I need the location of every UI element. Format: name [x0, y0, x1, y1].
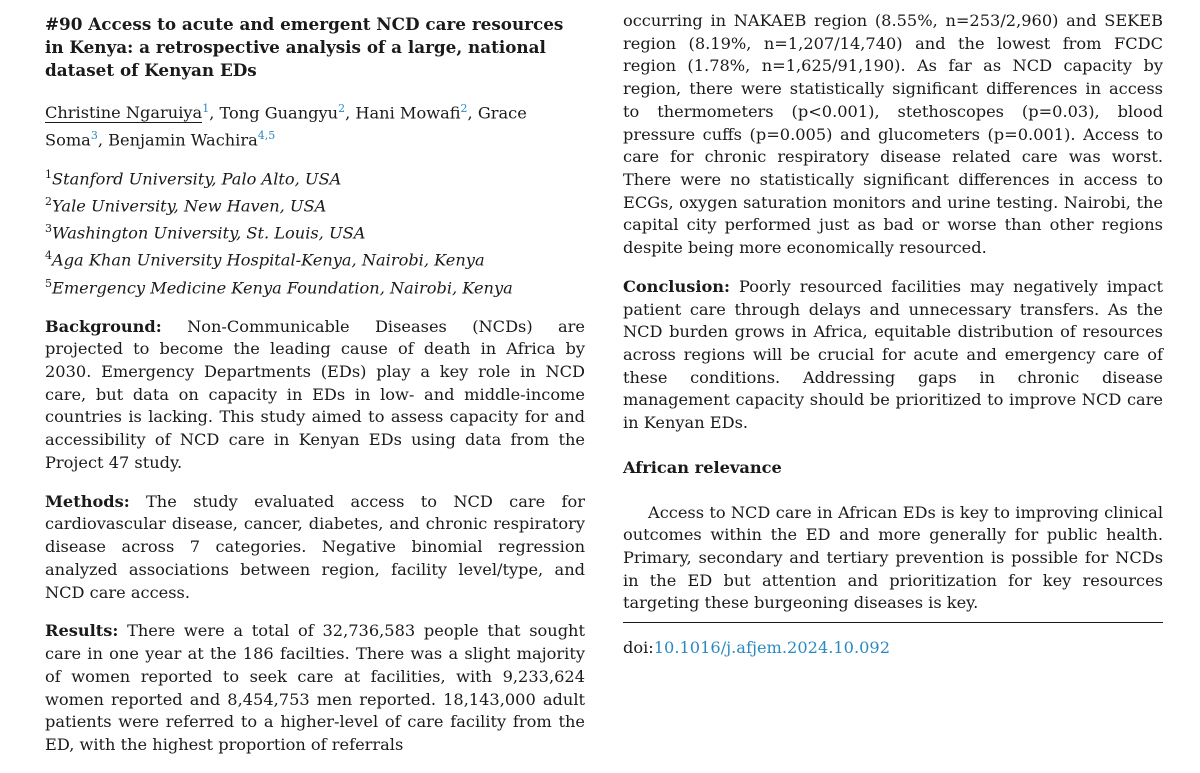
- doi-link[interactable]: 10.1016/j.afjem.2024.10.092: [653, 638, 891, 658]
- affiliation-number: 2: [45, 195, 52, 209]
- affiliation-text: Emergency Medicine Kenya Foundation, Nairobi, Kenya: [52, 277, 513, 297]
- background-paragraph: [45, 316, 585, 475]
- affiliation-list: [45, 164, 585, 299]
- doi-prefix: doi:: [623, 638, 654, 658]
- author-name-link[interactable]: Christine Ngaruiya: [45, 103, 203, 123]
- author-separator: ,: [467, 103, 478, 123]
- conclusion-text: Poorly resourced facilities may negatively impact patient care through delays and unnecessary transfers. As the NCD burden grows in Africa, equitable distribution of resources across regions will be crucial for acute and emergency care of these conditions. Addressing gaps in chronic disease management capacity should be prioritized to improve NCD care in Kenyan EDs.: [623, 276, 1163, 433]
- right-column: [623, 10, 1163, 660]
- results-paragraph: [45, 620, 585, 756]
- affiliation-item: [45, 245, 585, 272]
- affiliation-ref[interactable]: 1: [202, 102, 210, 115]
- affiliation-ref[interactable]: 2: [338, 102, 346, 115]
- affiliation-number: 4: [45, 249, 52, 263]
- affiliation-item: [45, 273, 585, 300]
- affiliation-text: Aga Khan University Hospital-Kenya, Nairobi, Kenya: [52, 250, 485, 270]
- conclusion-label: Conclusion:: [623, 276, 731, 296]
- results-text: There were a total of 32,736,583 people that sought care in one year at the 186 facilties. There was a slight majority of women reported to seek care at facilities, with 9,233,624 women reported and 8,454,753 men reported. 18,143,000 adult patients were referred to a higher-level of care facility from the ED, with the highest proportion of referrals: [45, 621, 585, 754]
- affiliation-number: 5: [45, 276, 52, 290]
- abstract: [45, 316, 585, 757]
- methods-label: Methods:: [45, 491, 130, 511]
- affiliation-item: [45, 218, 585, 245]
- affiliation-ref[interactable]: 3: [90, 129, 98, 143]
- left-column: [45, 10, 585, 773]
- affiliation-text: Stanford University, Palo Alto, USA: [52, 169, 342, 189]
- doi-line: [623, 637, 1163, 660]
- affiliation-ref[interactable]: 2: [460, 102, 468, 115]
- author-separator: ,: [209, 103, 220, 123]
- affiliation-item: [45, 164, 585, 191]
- author-list: [45, 98, 585, 152]
- affiliation-number: 1: [45, 168, 52, 182]
- affiliation-item: [45, 191, 585, 218]
- author-name: Benjamin Wachira: [108, 130, 258, 150]
- results-continued: occurring in NAKAEB region (8.55%, n=253/2,960) and SEKEB region (8.19%, n=1,207/14,740) and the lowest from FCDC region (1.78%, n=1,625/91,190). As far as NCD capacity by region, there were statistically significant differences in access to thermometers (p<0.001), stethoscopes (p=0.03), blood pressure cuffs (p=0.005) and glucometers (p=0.001). Access to care for chronic respiratory disease related care was worst. There were no statistically significant differences in access to ECGs, oxygen saturation monitors and urine testing. Nairobi, the capital city performed just as bad or worse than other regions despite being more economically resourced.: [623, 11, 1163, 258]
- footer-divider: [623, 622, 1163, 623]
- conclusion-paragraph: [623, 276, 1163, 435]
- african-relevance-heading: African relevance: [623, 457, 782, 477]
- background-text: Non-Communicable Diseases (NCDs) are projected to become the leading cause of death in Africa by 2030. Emergency Departments (EDs) play a key role in NCD care, but data on capacity in EDs in low- and middle-income countries is lacking. This study aimed to assess capacity for and accessibility of NCD care in Kenyan EDs using data from the Project 47 study.: [45, 316, 585, 472]
- african-relevance-text: Access to NCD care in African EDs is key to improving clinical outcomes within the ED and more generally for public health. Primary, secondary and tertiary prevention is possible for NCDs in the ED but attention and prioritization for key resources targeting these burgeoning diseases is key.: [623, 502, 1163, 613]
- author-separator: ,: [97, 130, 109, 150]
- affiliation-text: Washington University, St. Louis, USA: [52, 223, 366, 243]
- affiliation-text: Yale University, New Haven, USA: [52, 196, 327, 216]
- author-separator: ,: [345, 103, 356, 123]
- methods-text: The study evaluated access to NCD care for cardiovascular disease, cancer, diabetes, and chronic respiratory disease across 7 categories. Negative binomial regression analyzed associations between region, facility level/type, and NCD care access.: [45, 491, 585, 602]
- affiliation-number: 3: [45, 222, 52, 236]
- results-label: Results:: [45, 621, 119, 641]
- author-name: Tong Guangyu: [219, 103, 339, 123]
- methods-paragraph: [45, 491, 585, 605]
- affiliation-ref[interactable]: 4,5: [257, 129, 276, 143]
- article-title: #90 Access to acute and emergent NCD care resources in Kenya: a retrospective analysis of a large, national dataset of Kenyan EDs: [45, 14, 564, 80]
- author-name: Grace Soma: [45, 103, 527, 150]
- background-label: Background:: [45, 316, 162, 336]
- author-name: Hani Mowafi: [355, 103, 461, 123]
